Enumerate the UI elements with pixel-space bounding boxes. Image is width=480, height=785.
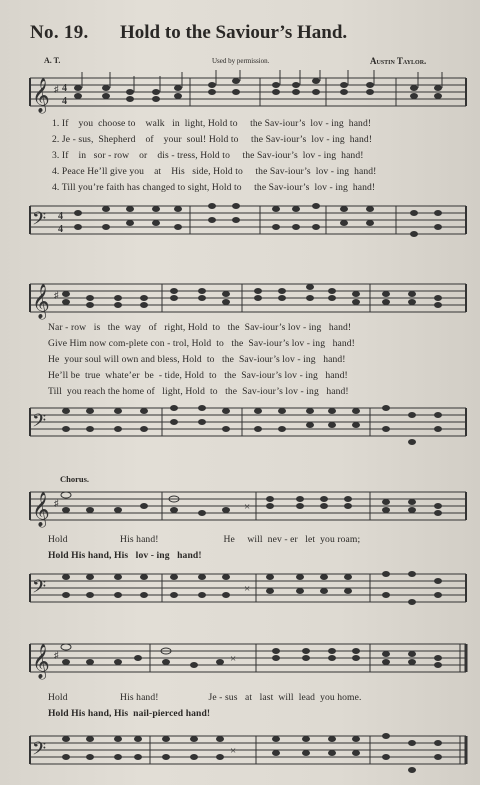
verse-1-line-2: Nar - row is the way of right, Hold to the Sav-iour’s lov - ing hand! xyxy=(48,322,352,333)
treble-staff-chorus-2 xyxy=(26,636,468,682)
verse-3-line-2: He your soul will own and bless, Hold to the Sav-iour’s lov - ing hand! xyxy=(48,354,346,365)
author-initials: A. T. xyxy=(44,56,61,65)
svg-text:4: 4 xyxy=(62,96,67,107)
bass-staff xyxy=(26,564,468,610)
svg-text:4: 4 xyxy=(62,83,67,94)
svg-text:𝄞: 𝄞 xyxy=(32,644,50,679)
svg-text:𝄢: 𝄢 xyxy=(32,209,47,234)
svg-text:𝄢: 𝄢 xyxy=(32,411,47,436)
treble-staff xyxy=(26,636,468,682)
svg-text:𝄞: 𝄞 xyxy=(32,492,50,527)
svg-text:𝄞: 𝄞 xyxy=(32,284,50,319)
verse-5-line-1: 4. Till you’re faith has changed to sight, Hold to the Sav-iour’s lov - ing hand! xyxy=(52,182,376,193)
treble-staff xyxy=(26,276,468,322)
svg-text:×: × xyxy=(230,745,237,757)
svg-text:×: × xyxy=(244,583,251,595)
verse-4-line-2: He’ll be true whate’er be - tide, Hold to the Sav-iour’s lov - ing hand! xyxy=(48,370,348,381)
svg-text:𝄢: 𝄢 xyxy=(32,739,47,764)
chorus-line-1-bottom: Hold His hand, His lov - ing hand! xyxy=(48,550,202,561)
svg-text:×: × xyxy=(230,653,237,665)
treble-staff-system-2 xyxy=(26,276,468,322)
chorus-label: Chorus. xyxy=(60,474,90,484)
svg-text:4: 4 xyxy=(58,211,63,222)
svg-text:♯: ♯ xyxy=(54,498,59,508)
bass-staff xyxy=(26,196,468,242)
svg-text:𝄢: 𝄢 xyxy=(32,577,47,602)
permission-note: Used by permission. xyxy=(212,57,270,65)
bass-staff-chorus-1 xyxy=(26,564,468,610)
svg-text:♯: ♯ xyxy=(54,650,59,660)
svg-text:4: 4 xyxy=(58,224,63,235)
verse-1-line-1: 1. If you choose to walk in light, Hold to the Sav-iour’s lov - ing hand! xyxy=(52,118,372,129)
composer-credit: Austin Taylor. xyxy=(370,56,427,66)
chorus-line-2-bottom: Hold His hand, His nail-pierced hand! xyxy=(48,708,211,719)
bass-staff xyxy=(26,398,468,448)
verse-4-line-1: 4. Peace He’ll give you at His side, Hold to the Sav-iour’s lov - ing hand! xyxy=(52,166,377,177)
svg-text:𝄞: 𝄞 xyxy=(32,78,50,113)
verse-2-line-1: 2. Je - sus, Shepherd of your soul! Hold to the Sav-iour’s lov - ing hand! xyxy=(52,134,373,145)
hymn-number: No. 19. xyxy=(30,22,89,43)
svg-text:♯: ♯ xyxy=(54,84,59,94)
svg-text:♯: ♯ xyxy=(54,290,59,300)
treble-staff xyxy=(26,70,468,116)
treble-staff-system-1 xyxy=(26,70,468,116)
chorus-line-1-top: Hold His hand! He will nev - er let you roam; xyxy=(48,534,361,545)
verse-3-line-1: 3. If in sor - row or dis - tress, Hold to the Sav-iour’s lov - ing hand! xyxy=(52,150,364,161)
chorus-line-2-top: Hold His hand! Je - sus at last will lead you home. xyxy=(48,692,362,703)
svg-text:×: × xyxy=(244,501,251,513)
verse-5-line-2: Till you reach the home of light, Hold to the Sav-iour’s lov - ing hand! xyxy=(48,386,349,397)
treble-staff-chorus-1 xyxy=(26,484,468,530)
treble-staff xyxy=(26,484,468,530)
bass-staff xyxy=(26,726,468,776)
hymn-title: Hold to the Saviour’s Hand. xyxy=(120,22,348,43)
verse-2-line-2: Give Him now com-plete con - trol, Hold to the Sav-iour’s lov - ing hand! xyxy=(48,338,355,349)
bass-staff-system-2 xyxy=(26,398,468,448)
bass-staff-chorus-2 xyxy=(26,726,468,776)
bass-staff-system-1 xyxy=(26,196,468,242)
